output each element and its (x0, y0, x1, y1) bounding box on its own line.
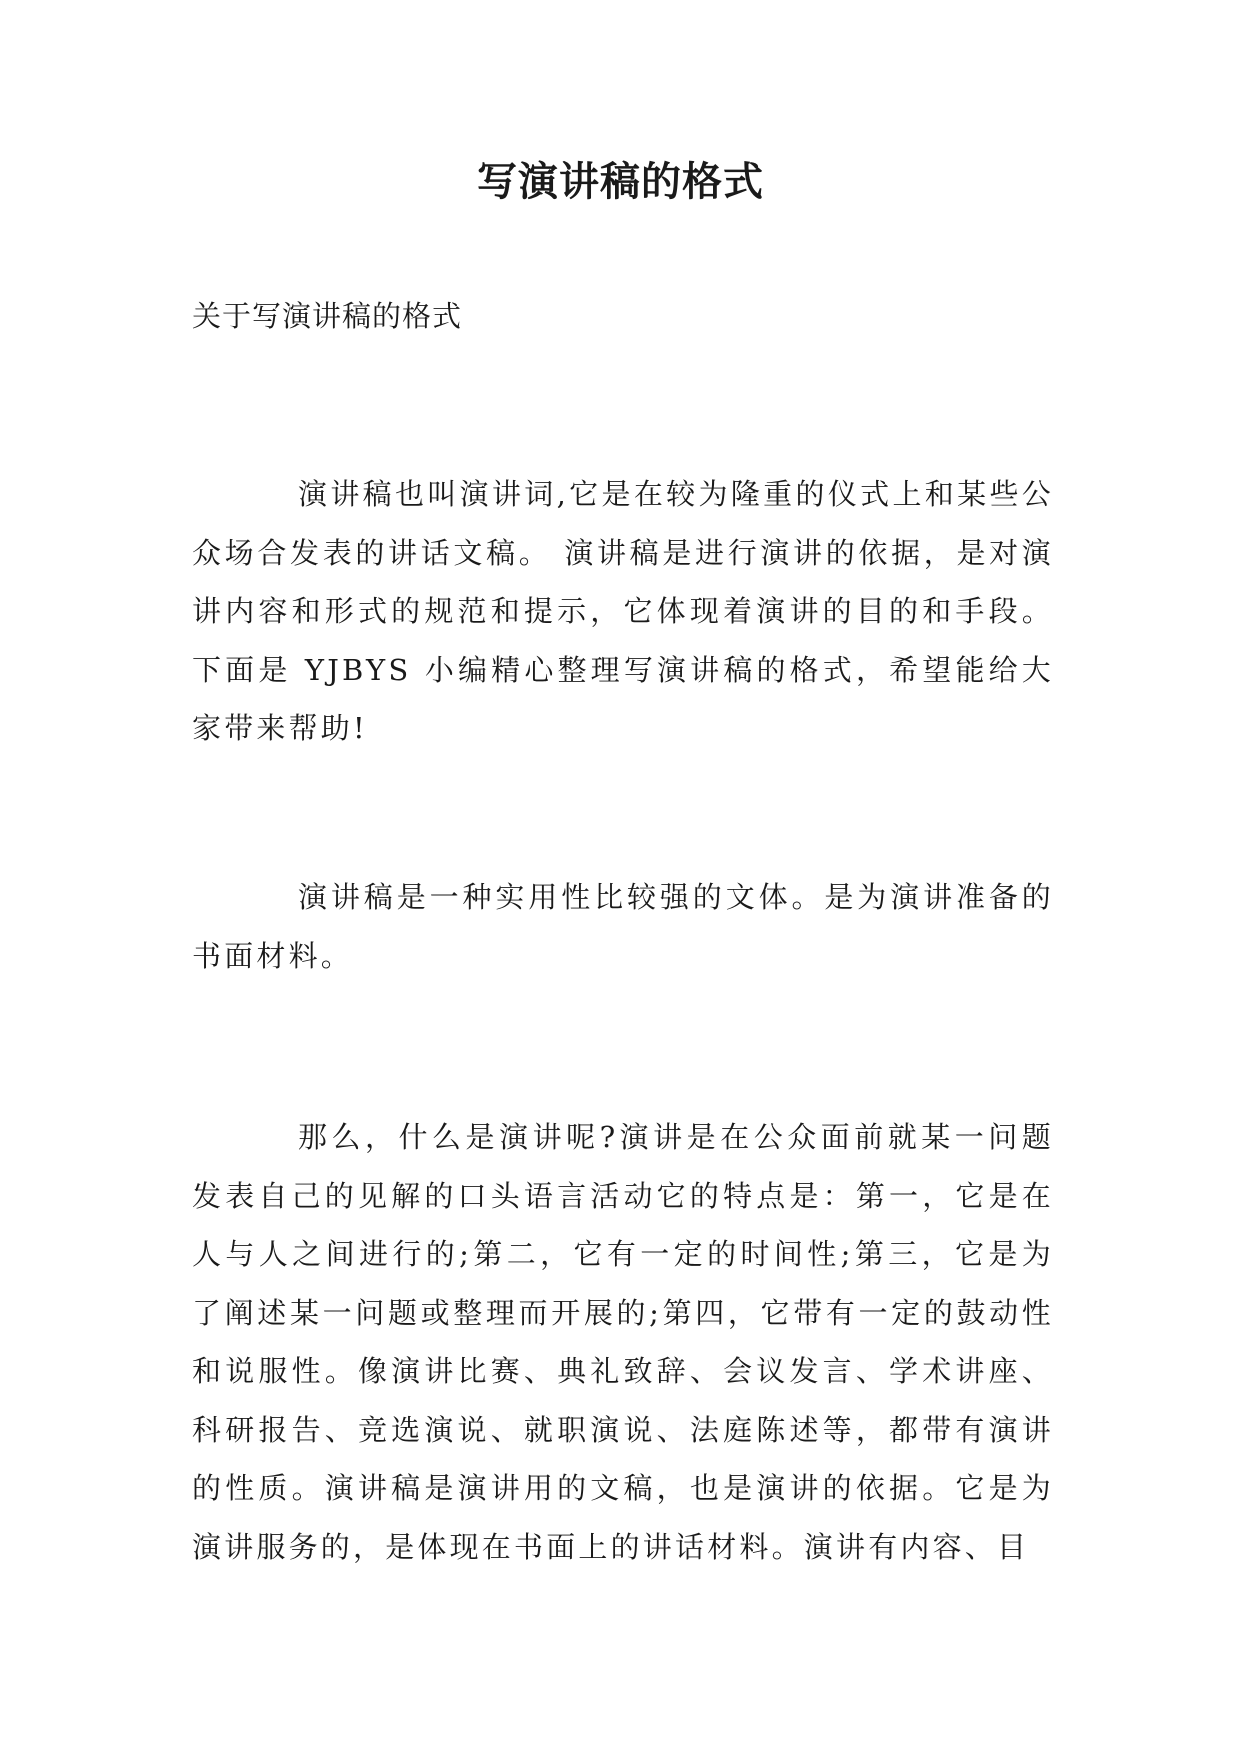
body-paragraph-1: 演讲稿也叫演讲词,它是在较为隆重的仪式上和某些公众场合发表的讲话文稿。 演讲稿是进行演讲的依据，是对演讲内容和形式的规范和提示，它体现着演讲的目的和手段。下面是 YJBYS 小编精心整理写演讲稿的格式，希望能给大家带来帮助! (192, 477, 1054, 745)
body-paragraph-2: 演讲稿是一种实用性比较强的文体。是为演讲准备的书面材料。 (192, 880, 1054, 973)
document-title: 写演讲稿的格式 (477, 158, 764, 205)
body-paragraph-3: 那么，什么是演讲呢?演讲是在公众面前就某一问题发表自己的见解的口头语言活动它的特点是：第一，它是在人与人之间进行的;第二，它有一定的时间性;第三，它是为了阐述某一问题或整理而开展的;第四，它带有一定的鼓动性和说服性。像演讲比赛、典礼致辞、会议发言、学术讲座、科研报告、竞选演说、就职演说、法庭陈述等，都带有演讲的性质。演讲稿是演讲用的文稿，也是演讲的依据。它是为演讲服务的，是体现在书面上的讲话材料。演讲有内容、目 (192, 1120, 1054, 1564)
document-subtitle: 关于写演讲稿的格式 (192, 299, 463, 333)
